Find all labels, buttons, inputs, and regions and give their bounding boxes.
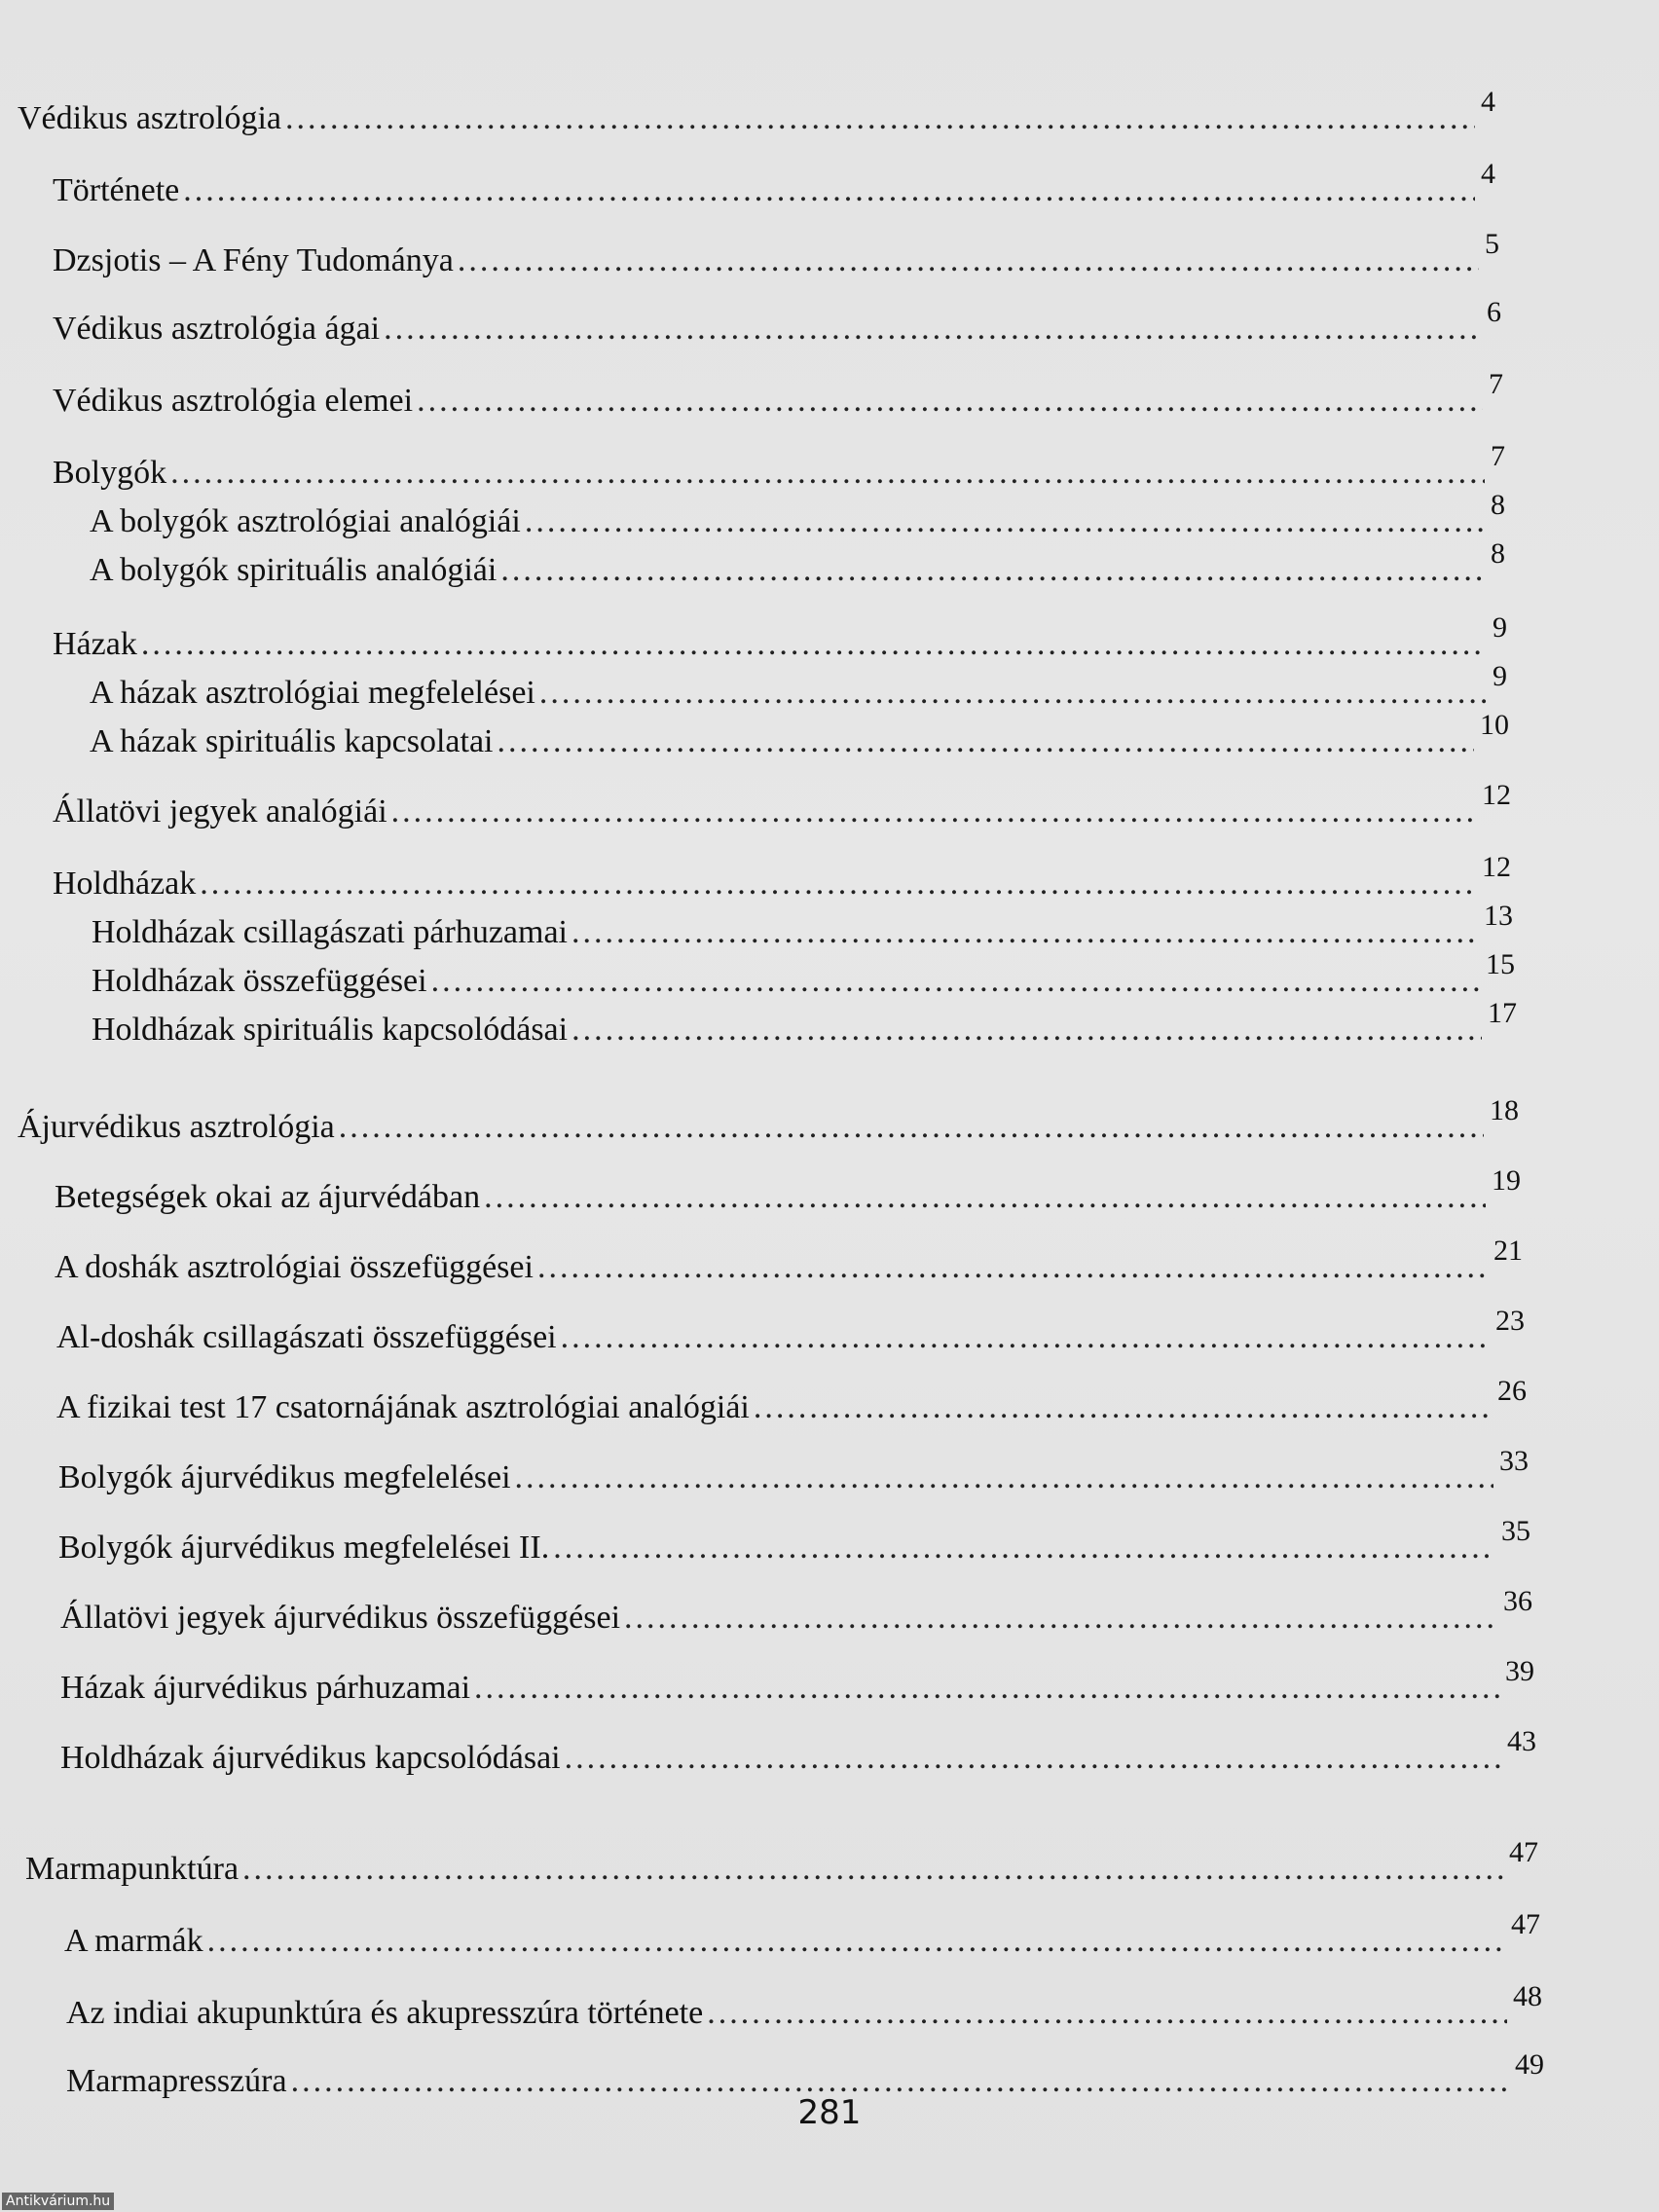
toc-entry-page: 6 bbox=[1487, 296, 1501, 328]
toc-entry-label: Állatövi jegyek analógiái bbox=[53, 793, 387, 830]
leader-dots bbox=[539, 674, 1487, 713]
toc-entry-label: Ájurvédikus asztrológia bbox=[18, 1109, 335, 1145]
toc-entry bbox=[90, 537, 1505, 591]
toc-entry-label: Házak bbox=[53, 626, 137, 662]
toc-entry-page: 9 bbox=[1493, 660, 1507, 692]
leader-dots bbox=[339, 1108, 1484, 1147]
leader-dots bbox=[170, 454, 1485, 493]
leader-dots bbox=[200, 865, 1476, 903]
toc-entry bbox=[58, 1515, 1530, 1568]
toc-entry-page: 4 bbox=[1481, 86, 1495, 118]
toc-entry bbox=[92, 900, 1513, 953]
toc-entry bbox=[90, 489, 1505, 542]
leader-dots bbox=[207, 1922, 1505, 1961]
toc-entry-page: 10 bbox=[1480, 709, 1509, 741]
toc-entry bbox=[56, 1375, 1527, 1428]
toc-entry-page: 18 bbox=[1490, 1094, 1519, 1126]
toc-entry-page: 39 bbox=[1505, 1655, 1534, 1687]
leader-dots bbox=[500, 551, 1485, 590]
toc-entry bbox=[25, 1836, 1538, 1890]
toc-entry bbox=[60, 1655, 1534, 1709]
leader-dots bbox=[624, 1599, 1497, 1638]
leader-dots bbox=[515, 1458, 1493, 1497]
leader-dots bbox=[417, 382, 1483, 421]
toc-entry-label: Holdházak összefüggései bbox=[92, 963, 427, 999]
toc-entry-label: Al-doshák csillagászati összefüggései bbox=[56, 1319, 557, 1355]
leader-dots bbox=[561, 1318, 1490, 1357]
toc-entry-page: 9 bbox=[1493, 611, 1507, 644]
toc-entry bbox=[53, 158, 1495, 211]
toc-entry bbox=[60, 1725, 1536, 1779]
leader-dots bbox=[525, 502, 1485, 541]
toc-entry-label: A házak spirituális kapcsolatai bbox=[90, 723, 494, 759]
leader-dots bbox=[141, 625, 1487, 664]
toc-entry-page: 35 bbox=[1501, 1515, 1530, 1547]
toc-entry-label: Holdházak ájurvédikus kapcsolódásai bbox=[60, 1740, 561, 1776]
toc-entry-label: A marmák bbox=[64, 1923, 203, 1959]
toc-entry bbox=[90, 660, 1507, 714]
toc-entry-label: Holdházak spirituális kapcsolódásai bbox=[92, 1012, 569, 1048]
toc-entry-page: 4 bbox=[1481, 158, 1495, 190]
leader-dots bbox=[183, 171, 1475, 210]
toc-entry bbox=[53, 851, 1511, 904]
toc-entry-label: Védikus asztrológia ágai bbox=[53, 311, 381, 347]
toc-entry-page: 43 bbox=[1507, 1725, 1536, 1757]
toc-entry-page: 8 bbox=[1491, 489, 1505, 521]
toc-entry-page: 12 bbox=[1482, 851, 1511, 883]
toc-entry bbox=[18, 86, 1495, 139]
toc-entry bbox=[53, 368, 1503, 422]
toc-entry-page: 7 bbox=[1489, 368, 1503, 400]
page-number: 281 bbox=[797, 2093, 862, 2132]
watermark: Antikvárium.hu bbox=[2, 2193, 114, 2210]
toc-entry-page: 48 bbox=[1513, 1980, 1542, 2012]
leader-dots bbox=[458, 241, 1479, 280]
leader-dots bbox=[384, 310, 1481, 349]
toc-entry-label: Betegségek okai az ájurvédában bbox=[55, 1179, 481, 1215]
leader-dots bbox=[571, 913, 1478, 952]
toc-entry bbox=[92, 948, 1515, 1002]
toc-entry-label: A bolygók spirituális analógiái bbox=[90, 552, 498, 588]
toc-entry-page: 17 bbox=[1488, 997, 1517, 1029]
toc-entry-page: 8 bbox=[1491, 537, 1505, 570]
toc-entry-label: Bolygók bbox=[53, 455, 167, 491]
leader-dots bbox=[431, 962, 1480, 1001]
toc-entry-label: Holdházak bbox=[53, 866, 197, 902]
leader-dots bbox=[571, 1011, 1482, 1050]
toc-entry bbox=[18, 1094, 1519, 1148]
toc-entry bbox=[90, 709, 1509, 762]
toc-entry bbox=[55, 1164, 1521, 1218]
toc-entry-page: 23 bbox=[1495, 1305, 1525, 1337]
toc-entry bbox=[53, 440, 1505, 494]
toc-entry bbox=[64, 1908, 1540, 1962]
leader-dots bbox=[285, 99, 1475, 138]
toc-entry-label: A bolygók asztrológiai analógiái bbox=[90, 503, 521, 539]
leader-dots bbox=[537, 1248, 1488, 1287]
toc-entry-label: Házak ájurvédikus párhuzamai bbox=[60, 1670, 471, 1706]
leader-dots bbox=[474, 1669, 1499, 1708]
toc-entry-label: Védikus asztrológia bbox=[18, 100, 281, 136]
toc-entry-label: A fizikai test 17 csatornájának asztrológiai analógiái bbox=[56, 1389, 750, 1425]
toc-entry bbox=[92, 997, 1517, 1051]
leader-dots bbox=[391, 793, 1476, 831]
toc-entry-page: 5 bbox=[1485, 228, 1499, 260]
leader-dots bbox=[565, 1739, 1501, 1778]
toc-entry-page: 26 bbox=[1497, 1375, 1527, 1407]
toc-entry-page: 12 bbox=[1482, 779, 1511, 811]
toc-entry bbox=[55, 1235, 1523, 1288]
toc-entry-page: 33 bbox=[1499, 1445, 1529, 1477]
leader-dots bbox=[484, 1178, 1486, 1217]
toc-entry-page: 47 bbox=[1509, 1836, 1538, 1868]
toc-entry-page: 21 bbox=[1493, 1235, 1523, 1267]
toc-entry-label: Az indiai akupunktúra és akupresszúra története bbox=[66, 1995, 704, 2031]
toc-entry-page: 15 bbox=[1486, 948, 1515, 980]
toc-entry bbox=[53, 228, 1499, 281]
toc-entry-label: Története bbox=[53, 172, 180, 208]
toc-entry-label: Dzsjotis – A Fény Tudománya bbox=[53, 242, 454, 278]
toc-entry-label: Állatövi jegyek ájurvédikus összefüggései bbox=[60, 1600, 621, 1636]
toc-entry-label: Holdházak csillagászati párhuzamai bbox=[92, 914, 568, 950]
toc-entry-label: A doshák asztrológiai összefüggései bbox=[55, 1249, 534, 1285]
toc-entry-page: 49 bbox=[1515, 2048, 1544, 2081]
leader-dots bbox=[553, 1529, 1495, 1567]
toc-entry-label: Bolygók ájurvédikus megfelelései II. bbox=[58, 1530, 550, 1566]
toc-entry bbox=[58, 1445, 1529, 1498]
toc-entry bbox=[60, 1585, 1532, 1639]
leader-dots bbox=[754, 1388, 1492, 1427]
toc-entry bbox=[56, 1305, 1525, 1358]
leader-dots bbox=[498, 722, 1475, 761]
toc-entry-page: 7 bbox=[1491, 440, 1505, 472]
toc-entry-page: 47 bbox=[1511, 1908, 1540, 1940]
toc-entry-page: 19 bbox=[1492, 1164, 1521, 1197]
toc-entry bbox=[66, 1980, 1542, 2034]
toc-entry bbox=[53, 611, 1507, 665]
toc-entry bbox=[53, 296, 1501, 350]
toc-entry-label: Védikus asztrológia elemei bbox=[53, 383, 414, 419]
toc-entry bbox=[53, 779, 1511, 832]
toc-entry-label: A házak asztrológiai megfelelései bbox=[90, 675, 535, 711]
leader-dots bbox=[242, 1850, 1503, 1889]
toc-entry-page: 13 bbox=[1484, 900, 1513, 932]
toc-entry-label: Bolygók ájurvédikus megfelelései bbox=[58, 1459, 511, 1495]
toc-entry-label: Marmapunktúra bbox=[25, 1851, 240, 1887]
toc-entry-label: Marmapresszúra bbox=[66, 2063, 287, 2099]
leader-dots bbox=[707, 1994, 1507, 2033]
toc-entry-page: 36 bbox=[1503, 1585, 1532, 1617]
